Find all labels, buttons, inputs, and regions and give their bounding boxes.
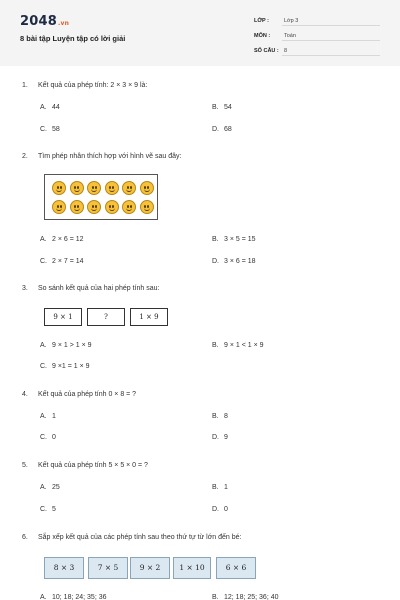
option-letter: A. bbox=[40, 342, 47, 349]
smiley-face-icon bbox=[122, 200, 136, 214]
option-letter: D. bbox=[212, 434, 219, 441]
option-3c[interactable] bbox=[40, 363, 90, 370]
option-text: 12; 18; 25; 36; 40 bbox=[224, 594, 279, 600]
smiley-face-icon bbox=[70, 181, 84, 195]
option-text: 58 bbox=[52, 126, 60, 133]
meta-count bbox=[254, 44, 380, 58]
option-4b[interactable] bbox=[212, 413, 228, 420]
option-letter: B. bbox=[212, 413, 219, 420]
option-text: 9 ×1 = 1 × 9 bbox=[52, 363, 90, 370]
meta-count-label: SỐ CÂU : bbox=[254, 48, 279, 54]
smiley-face-icon bbox=[52, 181, 66, 195]
question-1 bbox=[22, 82, 147, 89]
option-4d[interactable] bbox=[212, 434, 228, 441]
smiley-face-icon bbox=[140, 181, 154, 195]
option-letter: D. bbox=[212, 506, 219, 513]
option-2d[interactable] bbox=[212, 258, 256, 265]
calc-box: 7 × 5 bbox=[88, 557, 128, 579]
option-text: 1 bbox=[224, 484, 228, 491]
option-text: 68 bbox=[224, 126, 232, 133]
meta-subject bbox=[254, 29, 380, 43]
compare-box-right: 1 × 9 bbox=[130, 308, 168, 326]
smiley-face-icon bbox=[122, 181, 136, 195]
option-1c[interactable] bbox=[40, 126, 60, 133]
calc-box: 8 × 3 bbox=[44, 557, 84, 579]
smiley-face-icon bbox=[70, 200, 84, 214]
option-4a[interactable] bbox=[40, 413, 56, 420]
meta-class-value: Lớp 3 bbox=[284, 18, 299, 24]
option-1a[interactable] bbox=[40, 104, 60, 111]
question-5 bbox=[22, 462, 148, 469]
option-6b[interactable] bbox=[212, 594, 279, 600]
option-text: 3 × 6 = 18 bbox=[224, 258, 256, 265]
option-letter: C. bbox=[40, 258, 47, 265]
question-text: So sánh kết quả của hai phép tính sau: bbox=[38, 285, 160, 292]
option-text: 9 × 1 > 1 × 9 bbox=[52, 342, 92, 349]
smiley-face-icon bbox=[140, 200, 154, 214]
option-text: 54 bbox=[224, 104, 232, 111]
option-2b[interactable] bbox=[212, 236, 256, 243]
option-letter: B. bbox=[212, 342, 219, 349]
question-text: Tìm phép nhân thích hợp với hình vẽ sau đây: bbox=[38, 153, 182, 160]
question-number: 6. bbox=[22, 534, 28, 541]
question-number: 1. bbox=[22, 82, 28, 89]
question-text: Kết quả của phép tính 5 × 5 × 0 = ? bbox=[38, 462, 148, 469]
smiley-figure bbox=[44, 174, 158, 220]
option-5b[interactable] bbox=[212, 484, 228, 491]
option-text: 10; 18; 24; 35; 36 bbox=[52, 594, 107, 600]
question-number: 2. bbox=[22, 153, 28, 160]
option-text: 9 × 1 < 1 × 9 bbox=[224, 342, 264, 349]
option-letter: C. bbox=[40, 506, 47, 513]
question-text: Kết quả của phép tính: 2 × 3 × 9 là: bbox=[38, 82, 148, 89]
option-3a[interactable] bbox=[40, 342, 92, 349]
option-letter: A. bbox=[40, 236, 47, 243]
option-text: 3 × 5 = 15 bbox=[224, 236, 256, 243]
meta-divider bbox=[282, 40, 380, 41]
option-letter: A. bbox=[40, 413, 47, 420]
compare-box-left: 9 × 1 bbox=[44, 308, 82, 326]
document-title: 8 bài tập Luyện tập có lời giải bbox=[20, 34, 126, 43]
question-number: 3. bbox=[22, 285, 28, 292]
option-text: 5 bbox=[52, 506, 56, 513]
logo-suffix: .vn bbox=[57, 20, 70, 27]
option-letter: B. bbox=[212, 104, 219, 111]
meta-subject-value: Toán bbox=[284, 33, 296, 39]
option-2c[interactable] bbox=[40, 258, 84, 265]
option-text: 0 bbox=[52, 434, 56, 441]
header bbox=[0, 0, 400, 66]
meta-divider bbox=[282, 25, 380, 26]
option-text: 25 bbox=[52, 484, 60, 491]
logo-main: 2048 bbox=[20, 14, 57, 29]
option-letter: D. bbox=[212, 126, 219, 133]
question-2 bbox=[22, 153, 181, 160]
option-letter: C. bbox=[40, 434, 47, 441]
option-5a[interactable] bbox=[40, 484, 60, 491]
question-3 bbox=[22, 285, 159, 292]
question-4 bbox=[22, 391, 136, 398]
question-text: Sắp xếp kết quả của các phép tính sau theo thứ tự từ lớn đến bé: bbox=[38, 534, 242, 541]
calc-box: 1 × 10 bbox=[173, 557, 211, 579]
logo[interactable] bbox=[20, 14, 69, 29]
option-text: 9 bbox=[224, 434, 228, 441]
option-3b[interactable] bbox=[212, 342, 264, 349]
meta-divider bbox=[282, 55, 380, 56]
question-6 bbox=[22, 534, 242, 541]
option-2a[interactable] bbox=[40, 236, 84, 243]
option-letter: C. bbox=[40, 126, 47, 133]
option-text: 1 bbox=[52, 413, 56, 420]
question-text: Kết quả của phép tính 0 × 8 = ? bbox=[38, 391, 137, 398]
option-text: 2 × 7 = 14 bbox=[52, 258, 84, 265]
option-letter: B. bbox=[212, 594, 219, 600]
option-text: 2 × 6 = 12 bbox=[52, 236, 84, 243]
question-number: 4. bbox=[22, 391, 28, 398]
smiley-face-icon bbox=[105, 181, 119, 195]
option-letter: A. bbox=[40, 484, 47, 491]
meta-class bbox=[254, 14, 380, 28]
option-1d[interactable] bbox=[212, 126, 232, 133]
meta-subject-label: MÔN : bbox=[254, 33, 271, 39]
smiley-face-icon bbox=[52, 200, 66, 214]
option-letter: A. bbox=[40, 594, 47, 600]
meta-count-value: 8 bbox=[284, 48, 288, 54]
smiley-face-icon bbox=[87, 200, 101, 214]
option-letter: A. bbox=[40, 104, 47, 111]
option-text: 0 bbox=[224, 506, 228, 513]
option-letter: B. bbox=[212, 484, 219, 491]
calc-box: 9 × 2 bbox=[130, 557, 170, 579]
option-letter: D. bbox=[212, 258, 219, 265]
option-letter: C. bbox=[40, 363, 47, 370]
smiley-face-icon bbox=[105, 200, 119, 214]
calc-box: 6 × 6 bbox=[216, 557, 256, 579]
compare-box-blank[interactable]: ? bbox=[87, 308, 125, 326]
option-text: 44 bbox=[52, 104, 60, 111]
meta-class-label: LỚP : bbox=[254, 18, 269, 24]
option-5c[interactable] bbox=[40, 506, 56, 513]
option-4c[interactable] bbox=[40, 434, 56, 441]
option-6a[interactable] bbox=[40, 594, 107, 600]
option-1b[interactable] bbox=[212, 104, 232, 111]
question-number: 5. bbox=[22, 462, 28, 469]
option-letter: B. bbox=[212, 236, 219, 243]
smiley-face-icon bbox=[87, 181, 101, 195]
option-5d[interactable] bbox=[212, 506, 228, 513]
option-text: 8 bbox=[224, 413, 228, 420]
